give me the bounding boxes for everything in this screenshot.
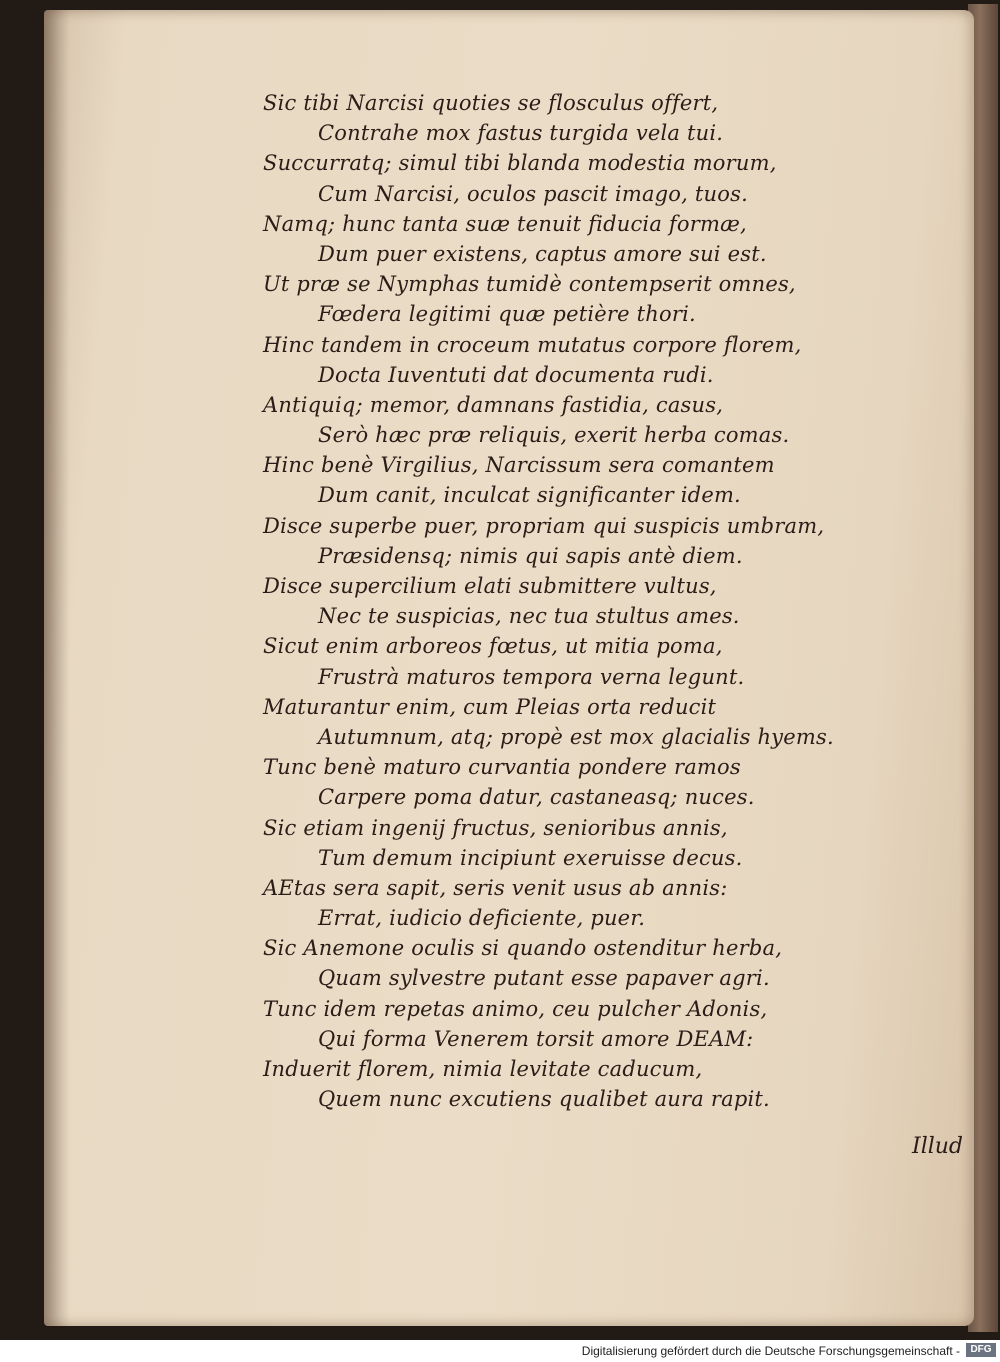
verse-line: Tunc idem repetas animo, ceu pulcher Adonis, [263,996,768,1021]
verse-line: Namq; hunc tanta suæ tenuit fiducia formæ, [263,211,747,236]
verse-line: Ut præ se Nymphas tumidè contempserit omnes, [263,272,796,297]
verse-line: Fœdera legitimi quæ petière thori. [318,302,696,327]
verse-line: Sic Anemone oculis si quando ostenditur herba, [263,936,783,961]
verse-line: Sic etiam ingenij fructus, senioribus annis, [263,815,728,840]
verse-line: Serò hæc præ reliquis, exerit herba comas. [318,423,790,448]
verse-line: Hinc benè Virgilius, Narcissum sera comantem [263,453,775,478]
verse-line: Autumnum, atq; propè est mox glacialis hyems. [318,724,834,749]
funding-notice: Digitalisierung gefördert durch die Deutsche Forschungsgemeinschaft - [581,1344,960,1358]
dfg-logo-icon: DFG [966,1343,996,1357]
verse-line: Contrahe mox fastus turgida vela tui. [318,121,724,146]
verse-line: Antiquiq; memor, damnans fastidia, casus, [263,392,724,417]
verse-line: Sic tibi Narcisi quoties se flosculus offert, [263,91,719,115]
catchword: Illud [912,1134,964,1159]
verse-line: Sicut enim arboreos fœtus, ut mitia poma, [263,634,723,659]
verse-line: Tum demum incipiunt exeruisse decus. [318,845,743,870]
verse-line: Hinc tandem in croceum mutatus corpore florem, [263,332,802,357]
verse-line: AEtas sera sapit, seris venit usus ab annis: [263,875,728,900]
verse-line: Errat, iudicio deficiente, puer. [318,906,646,931]
verse-line: Frustrà maturos tempora verna legunt. [318,664,745,689]
verse-line: Dum puer existens, captus amore sui est. [318,241,767,266]
verse-line: Qui forma Venerem torsit amore DEAM: [318,1026,754,1051]
poem-text [263,88,943,1114]
verse-line: Docta Iuventuti dat documenta rudi. [318,362,714,387]
verse-line: Quem nunc excutiens qualibet aura rapit. [318,1087,770,1112]
verse-line: Dum canit, inculcat significanter idem. [318,483,741,508]
verse-line: Præsidensq; nimis qui sapis antè diem. [318,543,743,568]
spine-shadow [44,10,70,1326]
verse-line: Tunc benè maturo curvantia pondere ramos [263,755,741,780]
verse-line: Quam sylvestre putant esse papaver agri. [318,966,770,991]
verse-line: Disce superbe puer, propriam qui suspicis umbram, [263,513,825,538]
verse-line: Succurratq; simul tibi blanda modestia morum, [263,151,777,176]
verse-line: Induerit florem, nimia levitate caducum, [263,1057,703,1081]
verse-line: Cum Narcisi, oculos pascit imago, tuos. [318,181,748,206]
verse-line: Maturantur enim, cum Pleias orta reducit [263,694,717,719]
verse-line: Nec te suspicias, nec tua stultus ames. [318,604,740,629]
verse-line: Carpere poma datur, castaneasq; nuces. [318,785,755,810]
verse-line: Disce supercilium elati submittere vultus, [263,574,717,598]
